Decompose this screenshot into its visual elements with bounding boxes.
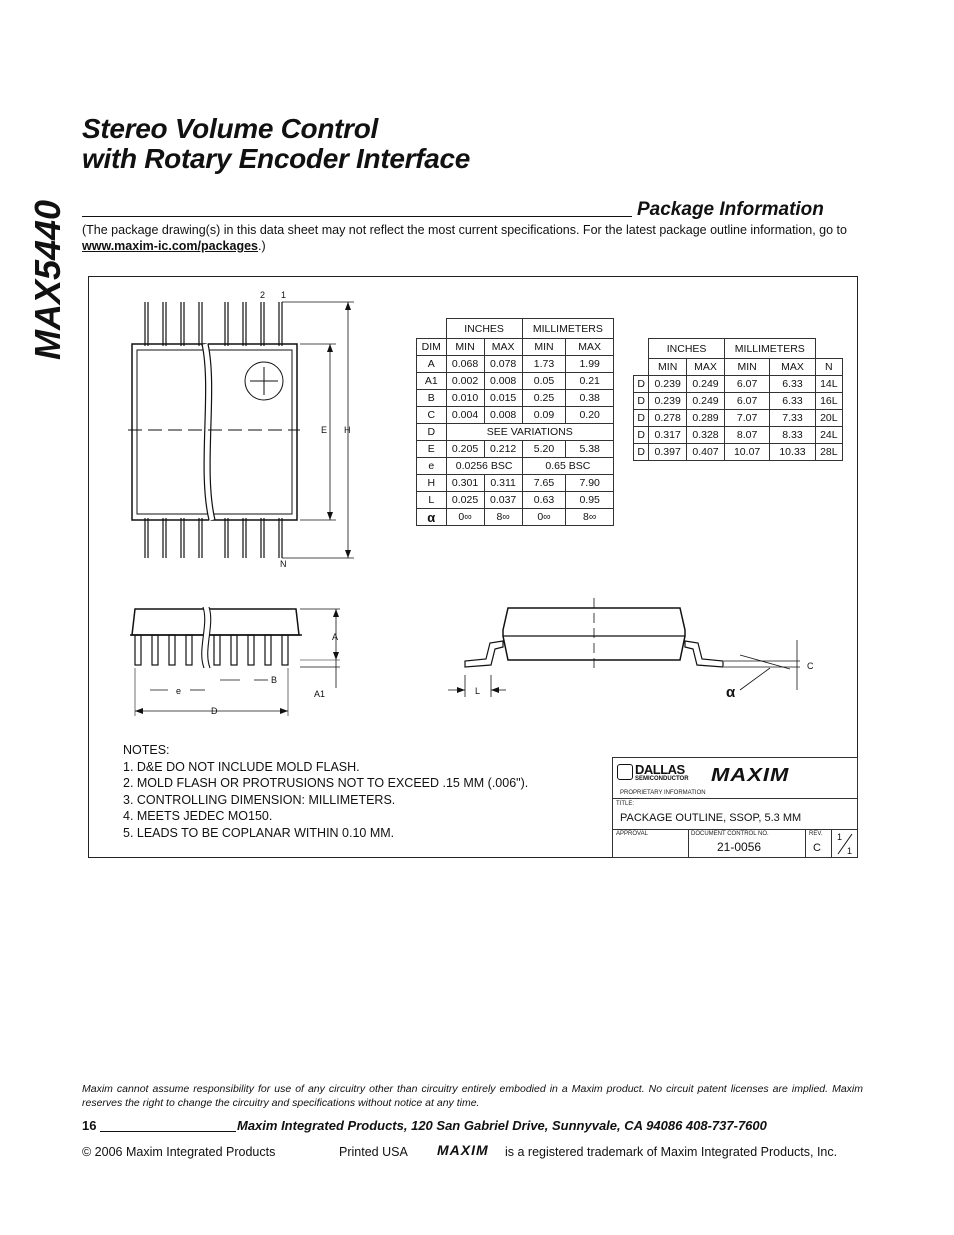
table-cell: 1.73 — [522, 356, 566, 373]
table-cell: 7.90 — [566, 475, 614, 492]
table-cell: 0.317 — [649, 427, 687, 444]
semiconductor-text: SEMICONDUCTOR — [635, 776, 689, 782]
table-cell: 0.010 — [446, 390, 484, 407]
section-rule — [82, 216, 632, 217]
dim-group-inches: INCHES — [446, 319, 522, 339]
table-cell: 7.33 — [770, 410, 815, 427]
dim-E-label: E — [321, 425, 328, 435]
dim-D-label: D — [211, 706, 218, 716]
dallas-logo-text: DALLAS — [635, 762, 685, 777]
table-row — [634, 393, 843, 410]
table-cell: 8∞ — [566, 509, 614, 526]
footer-rule — [100, 1131, 236, 1132]
dim-col-header: MAX — [484, 339, 522, 356]
intro-end: .) — [258, 239, 266, 253]
table-cell: C — [417, 407, 447, 424]
table-row — [634, 427, 843, 444]
dim-group-mm: MILLIMETERS — [522, 319, 613, 339]
note-item: 1. D&E DO NOT INCLUDE MOLD FLASH. — [123, 759, 360, 774]
table-cell: 0∞ — [446, 509, 484, 526]
rev-label: REV. — [809, 831, 823, 837]
table-cell: 0.239 — [649, 393, 687, 410]
table-cell: D — [634, 376, 649, 393]
table-row — [417, 509, 614, 526]
trademark-text: is a registered trademark of Maxim Integrated Products, Inc. — [505, 1145, 838, 1159]
table-cell: 0.09 — [522, 407, 566, 424]
table-cell: 6.07 — [724, 393, 769, 410]
pin1-label: 1 — [281, 290, 287, 300]
table-cell: 0.311 — [484, 475, 522, 492]
dim-B-label: B — [271, 675, 278, 685]
approval-label: APPROVAL — [616, 831, 648, 837]
notes — [123, 742, 528, 841]
table-cell: 0.008 — [484, 407, 522, 424]
table-cell: 5.20 — [522, 441, 566, 458]
table-cell: D — [634, 393, 649, 410]
var-col-header: MAX — [687, 359, 725, 376]
table-cell: 6.33 — [770, 393, 815, 410]
printed-usa: Printed USA — [339, 1145, 408, 1159]
table-row — [417, 492, 614, 509]
sheet-slash-icon — [835, 832, 855, 856]
dim-alpha-label: α — [726, 684, 736, 701]
table-cell: D — [634, 444, 649, 461]
company-address: Maxim Integrated Products, 120 San Gabriel Drive, Sunnyvale, CA 94086 408-737-7600 — [237, 1118, 767, 1133]
dim-A1-label: A1 — [314, 689, 326, 699]
var-col-header: MIN — [649, 359, 687, 376]
document-title-line2: with Rotary Encoder Interface — [82, 143, 471, 174]
table-cell: 0.397 — [649, 444, 687, 461]
table-cell: 20L — [815, 410, 842, 427]
table-row — [634, 444, 843, 461]
table-cell: 0.004 — [446, 407, 484, 424]
table-cell: 0.037 — [484, 492, 522, 509]
table-cell: 8∞ — [484, 509, 522, 526]
note-item: 3. CONTROLLING DIMENSION: MILLIMETERS. — [123, 792, 396, 807]
table-cell: 0.239 — [649, 376, 687, 393]
table-row — [417, 424, 614, 441]
document-number: 21-0056 — [717, 840, 762, 854]
table-row — [634, 410, 843, 427]
dimensions-table — [416, 318, 614, 526]
copyright: © 2006 Maxim Integrated Products — [82, 1145, 276, 1159]
table-cell: 5.38 — [566, 441, 614, 458]
var-col-header: MAX — [770, 359, 815, 376]
document-title — [82, 114, 470, 174]
table-cell: A — [417, 356, 447, 373]
table-cell: 0.078 — [484, 356, 522, 373]
table-cell: e — [417, 458, 447, 475]
end-view — [448, 598, 814, 701]
sheet-total: 1 — [847, 846, 853, 856]
doc-control-label: DOCUMENT CONTROL NO. — [691, 831, 769, 837]
dim-e-label: e — [176, 686, 182, 696]
dim-col-header: MIN — [446, 339, 484, 356]
table-cell: 14L — [815, 376, 842, 393]
note-item: 2. MOLD FLASH OR PROTRUSIONS NOT TO EXCEED .15 MM (.006"). — [123, 776, 529, 790]
table-cell: 0.25 — [522, 390, 566, 407]
page-number: 16 — [82, 1118, 97, 1133]
table-cell: H — [417, 475, 447, 492]
table-row — [417, 458, 614, 475]
title-block — [612, 757, 858, 858]
variations-table — [633, 338, 843, 461]
side-part-number — [16, 200, 76, 370]
table-cell: 0.95 — [566, 492, 614, 509]
table-cell: 6.07 — [724, 376, 769, 393]
package-title: PACKAGE OUTLINE, SSOP, 5.3 MM — [620, 812, 802, 824]
table-cell: 0.249 — [687, 376, 725, 393]
table-cell: 28L — [815, 444, 842, 461]
dim-col-header: MIN — [522, 339, 566, 356]
intro-paragraph — [82, 222, 872, 254]
table-cell: 10.07 — [724, 444, 769, 461]
table-cell: 0.0256 BSC — [446, 458, 522, 475]
document-title-line1: Stereo Volume Control — [82, 113, 379, 144]
var-col-header: N — [815, 359, 842, 376]
table-row — [417, 475, 614, 492]
table-cell: D — [417, 424, 447, 441]
table-cell: 0.289 — [687, 410, 725, 427]
table-row — [634, 376, 843, 393]
proprietary-info: PROPRIETARY INFORMATION — [620, 790, 706, 796]
dim-A-label: A — [332, 632, 339, 642]
var-col-header: MIN — [724, 359, 769, 376]
side-view — [130, 607, 340, 716]
table-cell: E — [417, 441, 447, 458]
table-cell: 0.20 — [566, 407, 614, 424]
var-group-mm: MILLIMETERS — [724, 339, 815, 359]
table-cell: 0.025 — [446, 492, 484, 509]
title-label: TITLE: — [616, 801, 635, 807]
pinN-label: N — [280, 559, 287, 569]
table-row — [417, 356, 614, 373]
table-cell: 0.05 — [522, 373, 566, 390]
table-row — [417, 407, 614, 424]
notes-title: NOTES: — [123, 743, 170, 757]
var-group-inches: INCHES — [649, 339, 725, 359]
table-cell: 0.38 — [566, 390, 614, 407]
intro-text: (The package drawing(s) in this data sheet may not reflect the most current specifications. For the latest package outline information, go to — [82, 223, 847, 237]
table-cell: 0.068 — [446, 356, 484, 373]
table-cell: 0.278 — [649, 410, 687, 427]
table-cell: B — [417, 390, 447, 407]
table-cell: 8.33 — [770, 427, 815, 444]
dallas-logo-icon — [617, 764, 633, 780]
revision: C — [813, 842, 821, 854]
table-cell: 8.07 — [724, 427, 769, 444]
dim-C-label: C — [807, 661, 814, 671]
table-cell: A1 — [417, 373, 447, 390]
table-cell: 0.008 — [484, 373, 522, 390]
table-cell: 0.21 — [566, 373, 614, 390]
pin2-label: 2 — [260, 290, 266, 300]
table-cell: 6.33 — [770, 376, 815, 393]
table-cell: 0.328 — [687, 427, 725, 444]
table-cell: 24L — [815, 427, 842, 444]
dim-col-header: DIM — [417, 339, 447, 356]
table-cell: 1.99 — [566, 356, 614, 373]
table-row — [417, 441, 614, 458]
table-cell: 0.65 BSC — [522, 458, 613, 475]
note-item: 5. LEADS TO BE COPLANAR WITHIN 0.10 MM. — [123, 825, 395, 840]
table-cell: 0.002 — [446, 373, 484, 390]
table-cell: D — [634, 427, 649, 444]
table-cell: 0.301 — [446, 475, 484, 492]
table-cell: 0.63 — [522, 492, 566, 509]
table-cell: 7.07 — [724, 410, 769, 427]
table-cell: 0∞ — [522, 509, 566, 526]
dim-H-label: H — [344, 425, 351, 435]
table-cell: 10.33 — [770, 444, 815, 461]
sheet-number: 1 — [837, 832, 843, 842]
table-cell: 7.65 — [522, 475, 566, 492]
packages-link[interactable]: www.maxim-ic.com/packages — [82, 239, 259, 253]
maxim-trademark-logo: MAXIM — [437, 1142, 489, 1158]
table-cell: 0.015 — [484, 390, 522, 407]
table-cell: SEE VARIATIONS — [446, 424, 613, 441]
table-cell: 16L — [815, 393, 842, 410]
note-item: 4. MEETS JEDEC MO150. — [123, 809, 273, 823]
top-view — [128, 290, 354, 569]
dim-L-label: L — [475, 686, 481, 696]
table-cell: 0.407 — [687, 444, 725, 461]
table-cell: 0.249 — [687, 393, 725, 410]
disclaimer: Maxim cannot assume responsibility for use of any circuitry other than circuitry entirely embodied in a Maxim product. No circuit patent licenses are implied. Maxim reserves the right to change the circuitry and specifications without notice at any time. — [82, 1083, 863, 1109]
section-heading: Package Information — [637, 199, 824, 220]
table-cell: 0.205 — [446, 441, 484, 458]
table-cell: α — [417, 509, 447, 526]
table-cell: D — [634, 410, 649, 427]
maxim-logo: MAXIM — [711, 763, 790, 786]
table-row — [417, 390, 614, 407]
side-part-number-text: MAX5440 — [27, 200, 68, 360]
table-cell: 0.212 — [484, 441, 522, 458]
dim-col-header: MAX — [566, 339, 614, 356]
table-row — [417, 373, 614, 390]
table-cell: L — [417, 492, 447, 509]
